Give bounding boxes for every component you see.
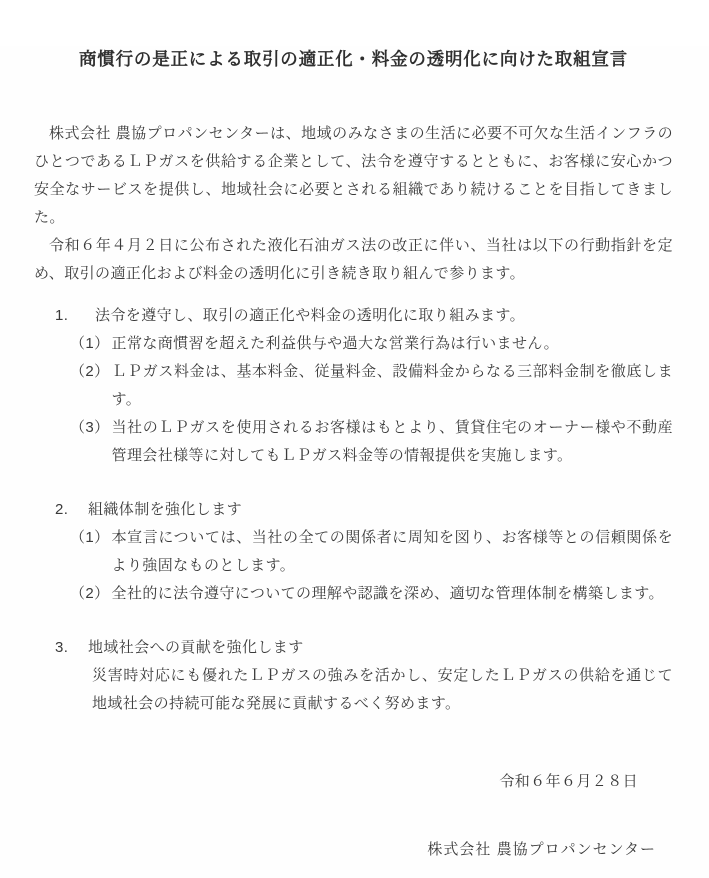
item-label: （2） <box>70 363 110 380</box>
section-2-title: 組織体制を強化します <box>88 501 243 518</box>
section-1-item-3 <box>70 414 673 470</box>
section-3-title: 地域社会への貢献を強化します <box>88 639 304 656</box>
section-3-number: 3. <box>55 639 69 656</box>
document-page <box>0 46 709 878</box>
section-3-heading <box>34 634 673 662</box>
item-label: （3） <box>70 419 110 436</box>
section-1-item-2 <box>70 358 673 414</box>
section-1-number: 1. <box>55 307 69 324</box>
company-name: 株式会社 農協プロパンセンター <box>427 841 656 858</box>
section-2-number: 2. <box>55 501 69 518</box>
item-label: （1） <box>70 529 110 546</box>
section-2-item-2 <box>70 580 673 608</box>
intro-paragraph-2: 令和６年４月２日に公布された液化石油ガス法の改正に伴い、当社は以下の行動指針を定め、取引の適正化および料金の透明化に引き続き取り組んで参ります。 <box>34 237 673 282</box>
intro-paragraph-1: 株式会社 農協プロパンセンターは、地域のみなさまの生活に必要不可欠な生活インフラのひとつであるＬＰガスを供給する企業として、法令を遵守するとともに、お客様に安心かつ安全なサービスを提供し、地域社会に必要とされる組織であり続けることを目指してきました。 <box>34 125 673 226</box>
item-text: 本宣言については、当社の全ての関係者に周知を図り、お客様等との信頼関係をより強固なものとします。 <box>111 529 673 574</box>
item-text: 正常な商慣習を超えた利益供与や過大な営業行為は行いません。 <box>111 335 560 352</box>
section-community <box>34 634 673 718</box>
section-organization <box>34 496 673 608</box>
document-date: 令和６年６月２８日 <box>499 773 638 790</box>
section-2-heading <box>34 496 673 524</box>
document-title: 商慣行の是正による取引の適正化・料金の透明化に向けた取組宣言 <box>79 49 628 69</box>
section-2-item-1 <box>70 524 673 580</box>
document-footer <box>34 768 673 864</box>
section-compliance <box>34 302 673 470</box>
section-1-item-1 <box>70 330 673 358</box>
section-3-body: 災害時対応にも優れたＬＰガスの強みを活かし、安定したＬＰガスの供給を通じて地域社会の持続可能な発展に貢献するべく努めます。 <box>92 667 673 712</box>
intro-block <box>34 120 673 288</box>
item-label: （1） <box>70 335 110 352</box>
item-label: （2） <box>70 585 110 602</box>
section-1-title: 法令を遵守し、取引の適正化や料金の透明化に取り組みます。 <box>95 307 526 324</box>
item-text: ＬＰガス料金は、基本料金、従量料金、設備料金からなる三部料金制を徹底します。 <box>111 363 673 408</box>
item-text: 当社のＬＰガスを使用されるお客様はもとより、賃貸住宅のオーナー様や不動産管理会社様等に対してもＬＰガス料金等の情報提供を実施します。 <box>111 419 673 464</box>
item-text: 全社的に法令遵守についての理解や認識を深め、適切な管理体制を構築します。 <box>111 585 664 602</box>
section-1-heading <box>34 302 673 330</box>
